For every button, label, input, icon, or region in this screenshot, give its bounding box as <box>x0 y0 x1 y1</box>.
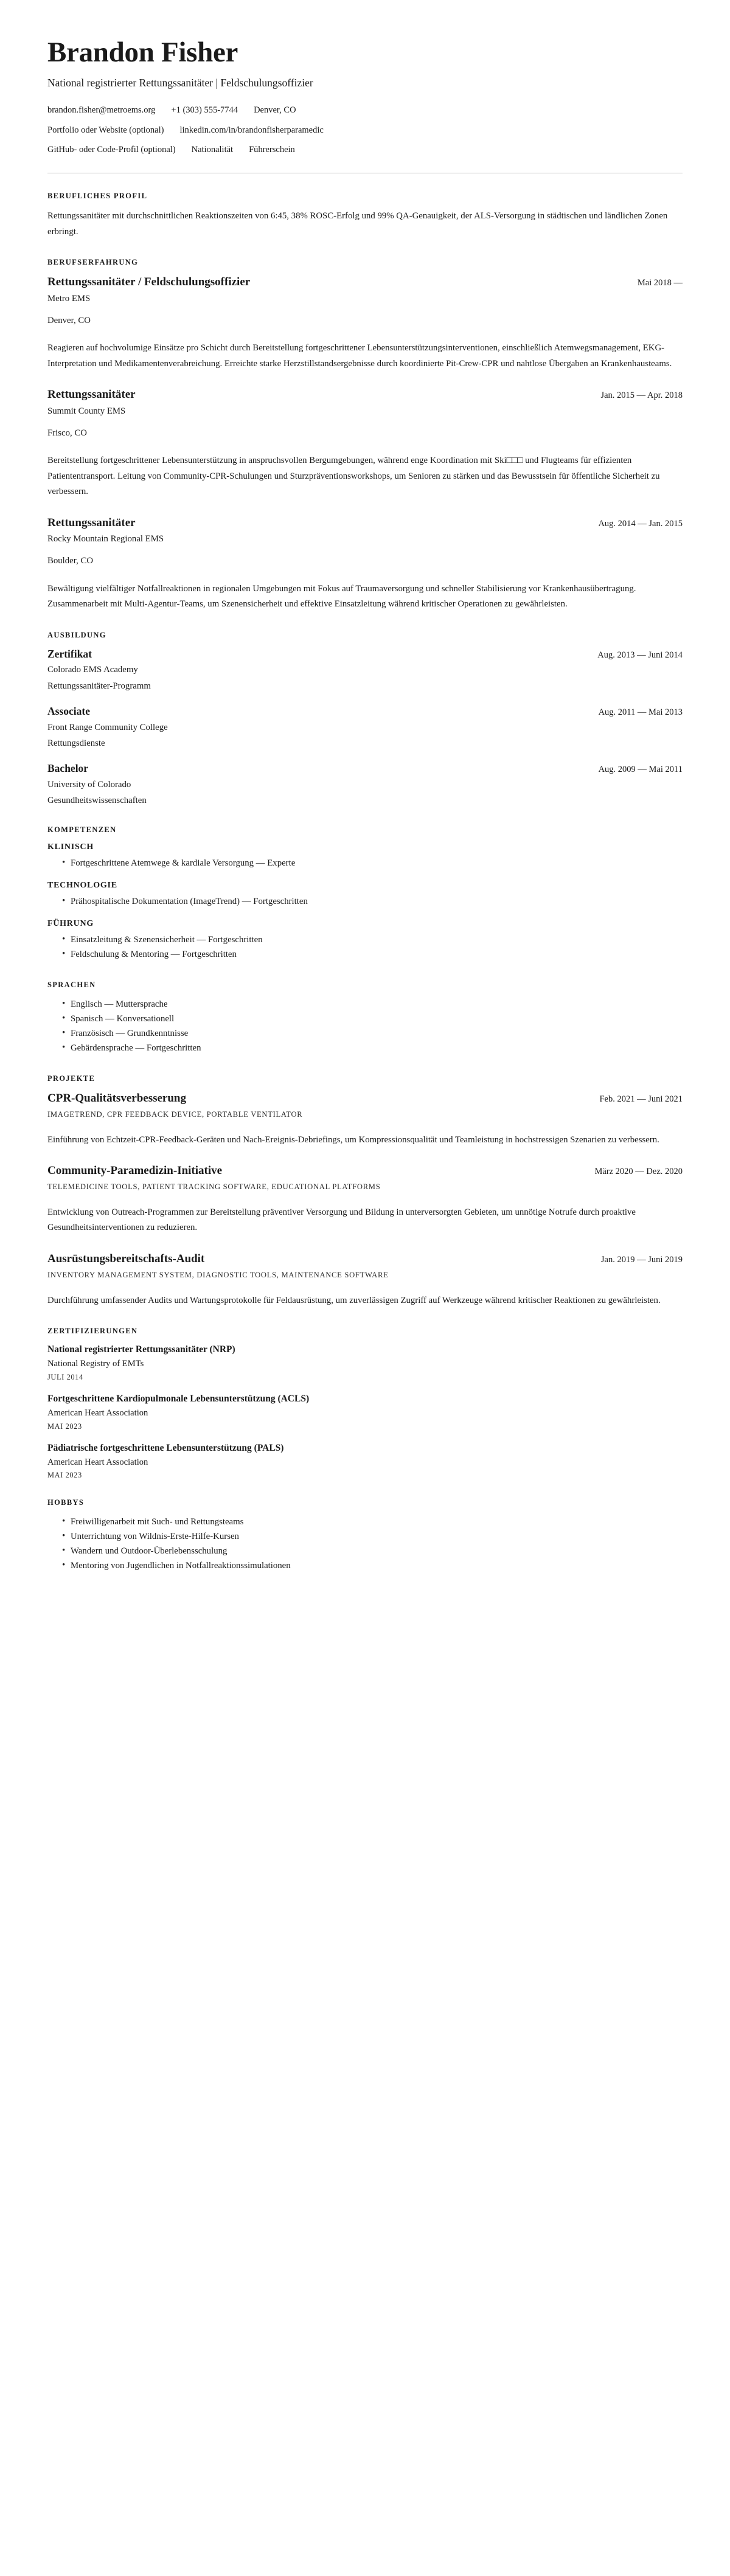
education-date: Aug. 2011 — Mai 2013 <box>598 707 683 717</box>
skill-item: • Einsatzleitung & Szenensicherheit — Fortgeschritten <box>62 933 683 948</box>
experience-company: Summit County EMS <box>47 406 126 416</box>
experience-item-head <box>47 387 683 402</box>
professional-headline: National registrierter Rettungssanitäter | Feldschulungsoffizier <box>47 77 313 89</box>
experience-item-head <box>47 275 683 290</box>
project-name: CPR-Qualitätsverbesserung <box>47 1092 186 1105</box>
project-item <box>47 1091 683 1148</box>
section-languages <box>47 981 683 1056</box>
experience-role: Rettungssanitäter <box>47 516 136 529</box>
skill-item: • Feldschulung & Mentoring — Fortgeschritten <box>62 948 683 962</box>
skill-list <box>47 895 683 909</box>
education-field: Rettungsdienste <box>47 738 105 748</box>
skill-item: • Prähospitalische Dokumentation (ImageTrend) — Fortgeschritten <box>62 895 683 909</box>
contact-phone[interactable]: +1 (303) 555-7744 <box>171 105 238 115</box>
experience-date: Aug. 2014 — Jan. 2015 <box>598 518 683 529</box>
skill-category-label: FÜHRUNG <box>47 919 94 929</box>
summary-text: Rettungssanitäter mit durchschnittlichen Reaktionszeiten von 6:45, 38% ROSC-Erfolg und 99% QA-Genauigkeit, der ALS-Versorgung in städtischen und ländlichen Zonen erbringt. <box>47 211 668 237</box>
project-description: Entwicklung von Outreach-Programmen zur Bereitstellung präventiver Versorgung und Bildung in unterversorgten Gebieten, um unnötige Notrufe durch proaktive Gesundheitsinterventionen zu reduzieren. <box>47 1207 636 1233</box>
hobby-item: • Freiwilligenarbeit mit Such- und Rettungsteams <box>62 1515 683 1530</box>
certification-issuer: National Registry of EMTs <box>47 1358 144 1369</box>
contact-license: Führerschein <box>249 145 295 155</box>
language-item: • Französisch — Grundkenntnisse <box>62 1027 683 1041</box>
certification-date: MAI 2023 <box>47 1422 82 1431</box>
project-description: Durchführung umfassender Audits und Wartungsprotokolle für Feldausrüstung, um zuverlässigen Zugriff auf Werkzeuge während kritischer Reaktionen zu gewährleisten. <box>47 1295 661 1305</box>
contact-line-github-nationality-license <box>47 144 683 157</box>
certification-item <box>47 1442 683 1481</box>
contact-location: Denver, CO <box>254 105 296 115</box>
skill-group-leadership <box>47 919 683 962</box>
section-title-certifications: ZERTIFIZIERUNGEN <box>47 1327 138 1336</box>
project-name: Ausrüstungsbereitschafts-Audit <box>47 1252 205 1265</box>
project-tech: TELEMEDICINE TOOLS, PATIENT TRACKING SOFTWARE, EDUCATIONAL PLATFORMS <box>47 1182 381 1191</box>
section-title-experience: BERUFSERFAHRUNG <box>47 258 139 267</box>
section-hobbies <box>47 1498 683 1574</box>
education-item <box>47 705 683 750</box>
contact-line-portfolio-linkedin <box>47 124 683 137</box>
experience-role: Rettungssanitäter / Feldschulungsoffizier <box>47 276 251 289</box>
contact-linkedin[interactable]: linkedin.com/in/brandonfisherparamedic <box>179 125 324 135</box>
experience-company: Metro EMS <box>47 293 91 304</box>
education-item-head <box>47 705 683 718</box>
skill-list <box>47 933 683 962</box>
section-education <box>47 631 683 808</box>
language-item: • Englisch — Muttersprache <box>62 998 683 1012</box>
section-title-summary: BERUFLICHES PROFIL <box>47 192 148 201</box>
experience-description: Bereitstellung fortgeschrittener Lebensunterstützung in anspruchsvollen Bergumgebungen, während enge Koordination mit Ski□□□ und Flugteams für effizienten Patiententransport. Leitung von Community-CPR-Schulungen und Sturzpräventionsworkshops, um Senioren zu stärken und das Bewusstsein für öffentliche Sicherheit zu verbessern. <box>47 456 660 497</box>
education-school: University of Colorado <box>47 779 131 790</box>
hobby-list <box>47 1515 683 1574</box>
certification-name: Fortgeschrittene Kardiopulmonale Lebensunterstützung (ACLS) <box>47 1393 310 1404</box>
section-certifications <box>47 1327 683 1480</box>
education-school: Front Range Community College <box>47 722 168 732</box>
certification-date: MAI 2023 <box>47 1471 82 1480</box>
education-school: Colorado EMS Academy <box>47 665 138 675</box>
contact-nationality: Nationalität <box>191 145 234 155</box>
education-item-head <box>47 648 683 661</box>
education-item-head <box>47 762 683 776</box>
section-title-education: AUSBILDUNG <box>47 630 106 639</box>
education-field: Gesundheitswissenschaften <box>47 796 147 806</box>
section-title-hobbies: HOBBYS <box>47 1498 85 1507</box>
certification-name: Pädiatrische fortgeschrittene Lebensunterstützung (PALS) <box>47 1442 284 1453</box>
project-item-head <box>47 1164 683 1178</box>
project-date: März 2020 — Dez. 2020 <box>594 1167 683 1177</box>
certification-name: National registrierter Rettungssanitäter (NRP) <box>47 1344 235 1355</box>
experience-description: Reagieren auf hochvolumige Einsätze pro Schicht durch Bereitstellung fortgeschrittener Lebensunterstützungsinterventionen, einschließlich Atemwegsmanagement, EKG-Interpretation und Medikamentenverabreichung. Erreichte starke Herzstillstandsergebnisse durch koordinierte Pit-Crew-CPR und nahtlose Übergaben an Krankenhausteams. <box>47 343 672 369</box>
education-item <box>47 762 683 807</box>
experience-location: Denver, CO <box>47 316 91 326</box>
page-title: Brandon Fisher <box>47 36 238 68</box>
project-item <box>47 1252 683 1308</box>
education-degree: Zertifikat <box>47 647 92 660</box>
experience-company: Rocky Mountain Regional EMS <box>47 534 164 544</box>
experience-date: Jan. 2015 — Apr. 2018 <box>600 391 683 401</box>
experience-item-head <box>47 516 683 530</box>
experience-location: Frisco, CO <box>47 428 87 439</box>
section-projects <box>47 1074 683 1308</box>
education-field: Rettungssanitäter-Programm <box>47 681 151 691</box>
experience-item <box>47 275 683 372</box>
project-date: Feb. 2021 — Juni 2021 <box>599 1094 683 1105</box>
certification-issuer: American Heart Association <box>47 1408 148 1418</box>
contact-email[interactable]: brandon.fisher@metroems.org <box>47 105 156 115</box>
contact-portfolio[interactable]: Portfolio oder Website (optional) <box>47 125 164 135</box>
project-name: Community-Paramedizin-Initiative <box>47 1164 223 1178</box>
education-date: Aug. 2009 — Mai 2011 <box>598 765 683 775</box>
hobby-item: • Unterrichtung von Wildnis-Erste-Hilfe-Kursen <box>62 1530 683 1544</box>
contact-line-email-phone-location <box>47 104 683 117</box>
project-description: Einführung von Echtzeit-CPR-Feedback-Geräten und Nach-Ereignis-Debriefings, um Kompressionsqualität und Teamleistung in hochstressigen Szenarien zu verbessern. <box>47 1134 659 1145</box>
hobby-item: • Mentoring von Jugendlichen in Notfallreaktionssimulationen <box>62 1559 683 1574</box>
section-experience <box>47 258 683 612</box>
skill-group-technology <box>47 881 683 909</box>
hobby-item: • Wandern und Outdoor-Überlebensschulung <box>62 1544 683 1559</box>
education-item <box>47 648 683 693</box>
resume-header <box>47 38 683 157</box>
section-title-skills: KOMPETENZEN <box>47 825 117 835</box>
section-title-projects: PROJEKTE <box>47 1074 96 1083</box>
experience-date: Mai 2018 — <box>637 278 683 288</box>
skill-group-clinical <box>47 842 683 871</box>
skill-category-label: KLINISCH <box>47 842 94 852</box>
experience-role: Rettungssanitäter <box>47 388 136 401</box>
certification-item <box>47 1393 683 1431</box>
project-tech: INVENTORY MANAGEMENT SYSTEM, DIAGNOSTIC TOOLS, MAINTENANCE SOFTWARE <box>47 1270 389 1279</box>
skill-item: • Fortgeschrittene Atemwege & kardiale Versorgung — Experte <box>62 856 683 871</box>
language-item: • Gebärdensprache — Fortgeschritten <box>62 1041 683 1056</box>
skill-list <box>47 856 683 871</box>
certification-item <box>47 1344 683 1382</box>
project-item-head <box>47 1091 683 1106</box>
education-date: Aug. 2013 — Juni 2014 <box>597 650 683 660</box>
experience-description: Bewältigung vielfältiger Notfallreaktionen in regionalen Umgebungen mit Fokus auf Traumaversorgung und schneller Stabilisierung vor Krankenhausübertragung. Zusammenarbeit mit Multi-Agentur-Teams, um Szenensicherheit und effektive Einsatzleitung während kritischer Operationen zu gewährleisten. <box>47 583 636 609</box>
experience-item <box>47 387 683 499</box>
project-item-head <box>47 1252 683 1266</box>
section-title-languages: SPRACHEN <box>47 981 96 990</box>
certification-date: JULI 2014 <box>47 1372 83 1381</box>
certification-issuer: American Heart Association <box>47 1457 148 1467</box>
project-item <box>47 1164 683 1236</box>
education-degree: Bachelor <box>47 762 89 775</box>
experience-location: Boulder, CO <box>47 556 94 566</box>
section-skills <box>47 825 683 962</box>
education-degree: Associate <box>47 704 90 717</box>
section-summary <box>47 192 683 240</box>
project-date: Jan. 2019 — Juni 2019 <box>600 1254 683 1265</box>
language-list <box>47 998 683 1056</box>
contact-github[interactable]: GitHub- oder Code-Profil (optional) <box>47 145 176 155</box>
language-item: • Spanisch — Konversationell <box>62 1012 683 1027</box>
experience-item <box>47 516 683 613</box>
project-tech: IMAGETREND, CPR FEEDBACK DEVICE, PORTABLE VENTILATOR <box>47 1109 303 1119</box>
skill-category-label: TECHNOLOGIE <box>47 881 117 890</box>
